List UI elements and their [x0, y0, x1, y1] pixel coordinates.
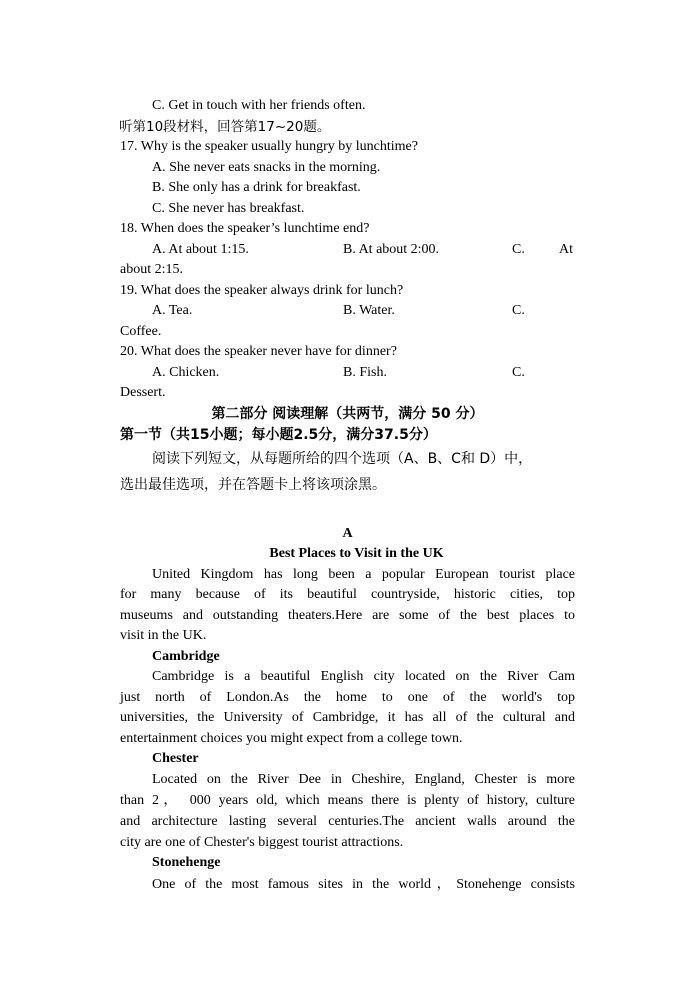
chester-line-2: than 2， 000 years old, which means there is plenty of history, culture — [120, 793, 575, 808]
reading-instruction-2: 选出最佳选项，并在答题卡上将该项涂黑。 — [120, 476, 386, 493]
part-two-title: 第二部分 阅读理解（共两节，满分 50 分） — [211, 405, 484, 422]
q19-options-row — [120, 301, 575, 322]
chester-heading: Chester — [152, 751, 199, 766]
q18-options-row — [120, 240, 575, 261]
q17-option-b: B. She only has a drink for breakfast. — [152, 180, 361, 195]
cambridge-line-3: universities, the University of Cambridge, it has all of the cultural and — [120, 710, 575, 725]
q18-option-c-word: At — [559, 241, 573, 257]
question-19: 19. What does the speaker always drink for lunch? — [120, 282, 404, 298]
cambridge-heading: Cambridge — [152, 648, 220, 664]
q19-option-c-continued: Coffee. — [120, 323, 162, 339]
q19-option-a: A. Tea. — [152, 303, 193, 318]
q18-option-c-continued: about 2:15. — [120, 262, 183, 277]
cambridge-line-1: Cambridge is a beautiful English city located on the River Cam — [152, 669, 575, 684]
q19-option-c-label: C. — [512, 303, 525, 318]
chester-line-1: Located on the River Dee in Cheshire, England, Chester is more — [152, 771, 575, 787]
passage-letter: A — [342, 525, 353, 541]
chester-line-3: and architecture lasting several centuries.The ancient walls around the — [120, 814, 575, 829]
q17-option-c: C. She never has breakfast. — [152, 200, 305, 216]
q20-option-a: A. Chicken. — [152, 364, 220, 380]
prev-option-c: C. Get in touch with her friends often. — [152, 98, 366, 113]
intro-line-2: for many because of its beautiful countryside, historic cities, top — [120, 587, 575, 602]
cambridge-line-4: entertainment choices you might expect from a college town. — [120, 730, 463, 746]
chester-line-4: city are one of Chester's biggest tourist attractions. — [120, 834, 404, 850]
passage-title: Best Places to Visit in the UK — [269, 546, 444, 561]
intro-line-3: museums and outstanding theaters.Here are some of the best places to — [120, 607, 575, 623]
stonehenge-line-1: One of the most famous sites in the world，Stonehenge consists — [152, 876, 575, 892]
section-one-title: 第一节（共15小题；每小题2.5分，满分37.5分） — [120, 426, 437, 443]
q20-options-row — [120, 363, 575, 384]
document-page — [120, 96, 575, 896]
question-17: 17. Why is the speaker usually hungry by lunchtime? — [120, 139, 418, 154]
instruction-material-10: 听第10段材料，回答第17~20题。 — [119, 118, 331, 135]
question-18: 18. When does the speaker’s lunchtime end? — [120, 221, 370, 236]
cambridge-line-2: just north of London.As the home to one of the world's top — [120, 689, 575, 705]
q20-option-c-label: C. — [512, 364, 525, 380]
q20-option-c-continued: Dessert. — [120, 385, 166, 400]
spacer — [120, 498, 575, 524]
q18-option-b: B. At about 2:00. — [343, 241, 440, 257]
intro-line-1: United Kingdom has long been a popular European tourist place — [152, 566, 575, 582]
q19-option-b: B. Water. — [343, 303, 395, 318]
q20-option-b: B. Fish. — [343, 364, 387, 380]
reading-instruction-1: 阅读下列短文，从每题所给的四个选项（A、B、C和 D）中， — [152, 450, 533, 467]
q18-option-a: A. At about 1:15. — [152, 241, 249, 257]
q18-option-c-label: C. — [512, 241, 525, 257]
question-20: 20. What does the speaker never have for dinner? — [120, 344, 397, 359]
q17-option-a: A. She never eats snacks in the morning. — [152, 159, 381, 175]
intro-line-4: visit in the UK. — [120, 628, 207, 643]
stonehenge-heading: Stonehenge — [152, 855, 221, 870]
